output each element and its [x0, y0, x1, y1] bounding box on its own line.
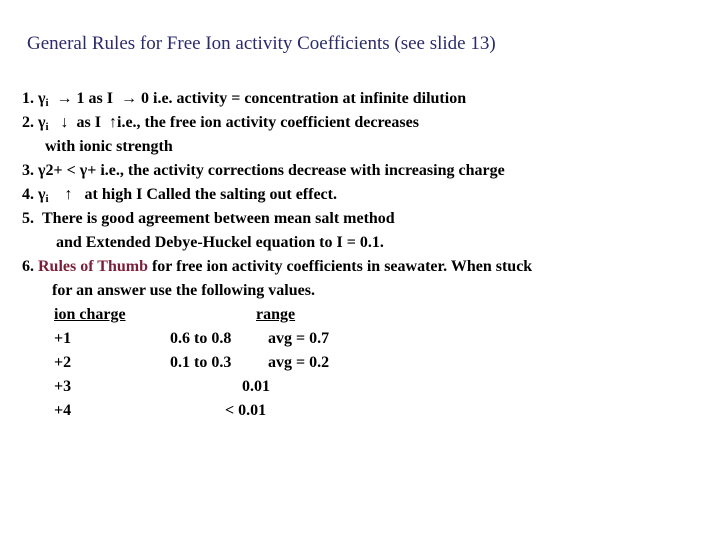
table-row-avg: avg = 0.2	[268, 354, 330, 371]
rule-1-number: 1.	[22, 90, 34, 107]
rule-3-text-b: + i.e., the activity corrections decrease with increasing charge	[87, 162, 505, 179]
table-row-avg: avg = 0.7	[268, 330, 330, 347]
gamma-symbol: γ	[38, 90, 46, 107]
rule-6-text-a: for free ion activity coefficients in seawater. When stuck	[151, 258, 533, 275]
table-row-charge: +3	[54, 378, 72, 395]
table-row-charge: +2	[54, 354, 72, 371]
rules-of-thumb-highlight: Rules of Thumb	[38, 258, 148, 275]
rule-3-number: 3.	[22, 162, 34, 179]
up-arrow-icon: ↑	[109, 114, 117, 131]
rule-4-number: 4.	[22, 186, 34, 203]
rule-1-text-b: 0 i.e. activity = concentration at infinite dilution	[141, 90, 467, 107]
rule-2-text-a: as I	[76, 114, 101, 131]
table-row-value: < 0.01	[225, 402, 267, 419]
table-row-value: 0.01	[242, 378, 270, 395]
up-arrow-icon: ↑	[64, 186, 73, 203]
rule-2-text-b: i.e., the free ion activity coefficient decreases	[117, 114, 419, 131]
table-header-range: range	[256, 306, 296, 323]
rule-5-number: 5.	[22, 210, 34, 227]
rule-4	[22, 185, 337, 209]
rule-4-text: at high I Called the salting out effect.	[84, 186, 337, 203]
rule-5-continuation: and Extended Debye-Huckel equation to I = 0.1.	[56, 234, 384, 251]
rule-1-text-a: 1 as I	[76, 90, 113, 107]
down-arrow-icon: ↓	[60, 114, 69, 131]
gamma-symbol: γ	[38, 114, 46, 131]
gamma-symbol: γ	[79, 162, 88, 179]
rule-5-text-a: There is good agreement between mean salt method	[42, 210, 395, 227]
right-arrow-icon: →	[56, 90, 73, 107]
right-arrow-icon: →	[121, 90, 137, 107]
subscript-i: i	[45, 97, 49, 109]
subscript-i: i	[45, 121, 49, 133]
table-row-range: 0.6 to 0.8	[170, 330, 232, 347]
rule-3-text-a: 2+ <	[45, 162, 76, 179]
rule-6-number: 6.	[22, 258, 34, 275]
gamma-symbol: γ	[38, 162, 46, 179]
rule-6-continuation: for an answer use the following values.	[52, 282, 315, 299]
rule-2	[22, 113, 419, 137]
rule-2-continuation: with ionic strength	[45, 138, 173, 155]
subscript-i: i	[45, 193, 49, 205]
slide-title: General Rules for Free Ion activity Coefficients (see slide 13)	[27, 33, 496, 54]
table-row-charge: +4	[54, 402, 72, 419]
rule-1	[22, 89, 466, 113]
rule-5	[22, 209, 395, 229]
table-row-range: 0.1 to 0.3	[170, 354, 232, 371]
rule-3	[22, 161, 505, 181]
table-header-ion-charge: ion charge	[54, 306, 126, 323]
rule-2-number: 2.	[22, 114, 34, 131]
rule-6	[22, 257, 532, 277]
gamma-symbol: γ	[38, 186, 46, 203]
table-row-charge: +1	[54, 330, 72, 347]
